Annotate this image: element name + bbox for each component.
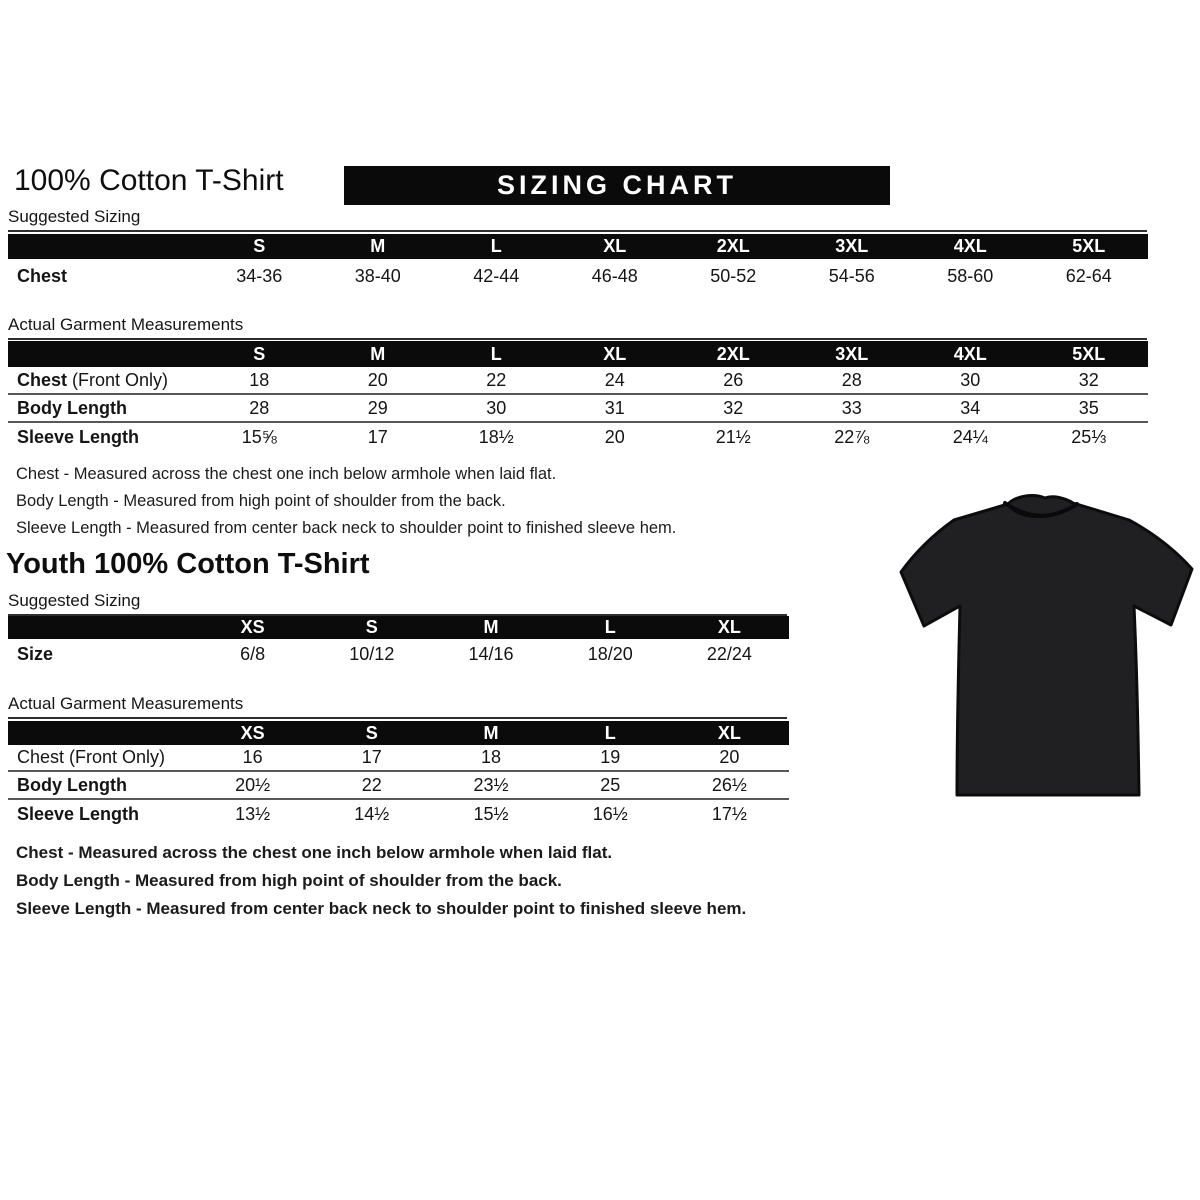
size-col-header: 5XL — [1072, 236, 1106, 256]
black-tshirt-image — [893, 490, 1195, 805]
size-col-header: 4XL — [953, 236, 987, 256]
measurement-value: 18/20 — [587, 644, 633, 664]
measurement-value: 14/16 — [468, 644, 514, 664]
note-line: Body Length - Measured from high point of shoulder from the back. — [16, 871, 562, 890]
measurement-value: 25 — [600, 774, 621, 795]
table-row — [8, 423, 1148, 452]
sizing-chart-banner: SIZING CHART — [344, 166, 890, 205]
measurement-value: 18 — [480, 747, 502, 767]
row-label: Size — [17, 644, 54, 664]
note-line: Body Length - Measured from high point of shoulder from the back. — [16, 492, 506, 510]
measurement-value: 30 — [960, 369, 981, 390]
measurement-value: 46-48 — [591, 265, 638, 286]
youth-suggested-sizing-label: Suggested Sizing — [8, 591, 787, 616]
size-col-header: 3XL — [835, 343, 869, 364]
measurement-value: 22/24 — [706, 644, 752, 664]
size-col-header: 2XL — [716, 343, 750, 364]
size-col-header: M — [483, 722, 499, 743]
size-col-header: M — [483, 617, 499, 637]
measurement-value: 34 — [960, 397, 981, 418]
row-label: Sleeve Length — [17, 803, 140, 824]
measurement-value: 25⅓ — [1071, 427, 1107, 447]
measurement-value: 20 — [367, 369, 388, 390]
note-line: Sleeve Length - Measured from center back neck to shoulder point to finished sleeve hem. — [16, 519, 677, 537]
measurement-value: 62-64 — [1065, 265, 1112, 286]
measurement-value: 20 — [604, 427, 625, 447]
table-header-row — [8, 341, 1148, 367]
measurement-value: 32 — [1078, 369, 1099, 390]
size-col-header: L — [490, 343, 502, 364]
measurement-value: 16½ — [592, 803, 628, 824]
measurement-value: 58-60 — [947, 265, 994, 286]
measurement-value: 30 — [486, 397, 507, 418]
measurement-value: 32 — [723, 397, 744, 418]
table-header-row — [8, 721, 789, 745]
note-line: Chest - Measured across the chest one inch below armhole when laid flat. — [16, 465, 557, 483]
size-col-header: 3XL — [835, 236, 869, 256]
measurement-value: 23½ — [473, 774, 509, 795]
row-label: Chest — [17, 265, 68, 286]
table-row — [8, 800, 789, 828]
measurement-value: 17½ — [711, 803, 747, 824]
row-label: Chest (Front Only) — [17, 747, 166, 767]
adult-suggested-sizing-label: Suggested Sizing — [8, 207, 1147, 232]
table-header-row — [8, 616, 789, 639]
size-col-header: S — [365, 722, 378, 743]
table-row — [8, 395, 1148, 423]
measurement-value: 50-52 — [710, 265, 757, 286]
size-col-header: L — [604, 722, 616, 743]
size-col-header: 5XL — [1072, 343, 1106, 364]
measurement-value: 6/8 — [240, 644, 266, 664]
size-col-header: 4XL — [953, 343, 987, 364]
tshirt-icon — [893, 490, 1195, 805]
size-col-header: L — [604, 617, 616, 637]
measurement-value: 21½ — [715, 427, 751, 447]
measurement-value: 28 — [841, 369, 862, 390]
row-label: Body Length — [17, 397, 127, 418]
measurement-value: 31 — [604, 397, 625, 418]
adult-suggested-sizing-table — [8, 234, 1148, 293]
measurement-value: 16 — [242, 747, 263, 767]
youth-suggested-sizing-table — [8, 616, 789, 670]
measurement-value: 22 — [486, 369, 507, 390]
size-col-header: L — [490, 236, 502, 256]
measurement-value: 15⅝ — [241, 427, 277, 447]
youth-measurement-notes — [16, 839, 746, 923]
size-col-header: S — [365, 617, 378, 637]
measurement-value: 15½ — [473, 803, 509, 824]
size-col-header: XL — [717, 722, 741, 743]
adult-actual-measurements-table — [8, 341, 1148, 452]
measurement-value: 17 — [367, 427, 388, 447]
size-col-header: XL — [603, 236, 627, 256]
size-col-header: S — [253, 236, 266, 256]
measurement-value: 18 — [249, 369, 270, 390]
size-col-header: XL — [603, 343, 627, 364]
table-header-row — [8, 234, 1148, 259]
note-line: Chest - Measured across the chest one inch below armhole when laid flat. — [16, 843, 613, 862]
size-col-header: XS — [240, 722, 265, 743]
table-row — [8, 745, 789, 772]
size-col-header: S — [253, 343, 266, 364]
measurement-value: 18½ — [478, 427, 514, 447]
measurement-value: 29 — [367, 397, 388, 418]
adult-section-title: 100% Cotton T-Shirt — [14, 164, 284, 197]
measurement-value: 35 — [1078, 397, 1099, 418]
row-label-suffix: (Front Only) — [67, 369, 169, 390]
measurement-value: 33 — [841, 397, 862, 418]
youth-actual-measurements-label: Actual Garment Measurements — [8, 694, 787, 719]
measurement-value: 24¼ — [952, 427, 988, 447]
measurement-value: 22⅞ — [834, 427, 870, 447]
measurement-value: 26 — [723, 369, 744, 390]
size-col-header: XS — [240, 617, 265, 637]
measurement-value: 20½ — [235, 774, 271, 795]
measurement-value: 17 — [361, 747, 382, 767]
measurement-value: 34-36 — [236, 265, 283, 286]
measurement-value: 13½ — [235, 803, 271, 824]
row-label-main: Chest — [17, 369, 68, 390]
size-col-header: M — [370, 236, 386, 256]
measurement-value: 20 — [719, 747, 740, 767]
measurement-value: 22 — [361, 774, 382, 795]
youth-actual-measurements-table — [8, 721, 789, 828]
adult-measurement-notes — [16, 461, 676, 542]
measurement-value: 26½ — [711, 774, 747, 795]
size-col-header: XL — [717, 617, 741, 637]
measurement-value: 19 — [600, 747, 621, 767]
size-col-header: M — [370, 343, 386, 364]
measurement-value: 24 — [604, 369, 625, 390]
measurement-value: 10/12 — [349, 644, 395, 664]
youth-section-title: Youth 100% Cotton T-Shirt — [6, 548, 370, 580]
table-row — [8, 367, 1148, 395]
measurement-value: 14½ — [354, 803, 390, 824]
row-label: Body Length — [17, 774, 127, 795]
note-line: Sleeve Length - Measured from center back neck to shoulder point to finished sleeve hem. — [16, 899, 747, 918]
measurement-value: 38-40 — [354, 265, 401, 286]
size-col-header: 2XL — [716, 236, 750, 256]
adult-actual-measurements-label: Actual Garment Measurements — [8, 315, 1147, 340]
table-row — [8, 259, 1148, 293]
row-label — [8, 370, 200, 391]
measurement-value: 28 — [249, 397, 270, 418]
table-row — [8, 772, 789, 800]
measurement-value: 42-44 — [473, 265, 520, 286]
table-row — [8, 639, 789, 670]
row-label: Sleeve Length — [17, 427, 140, 447]
measurement-value: 54-56 — [828, 265, 875, 286]
